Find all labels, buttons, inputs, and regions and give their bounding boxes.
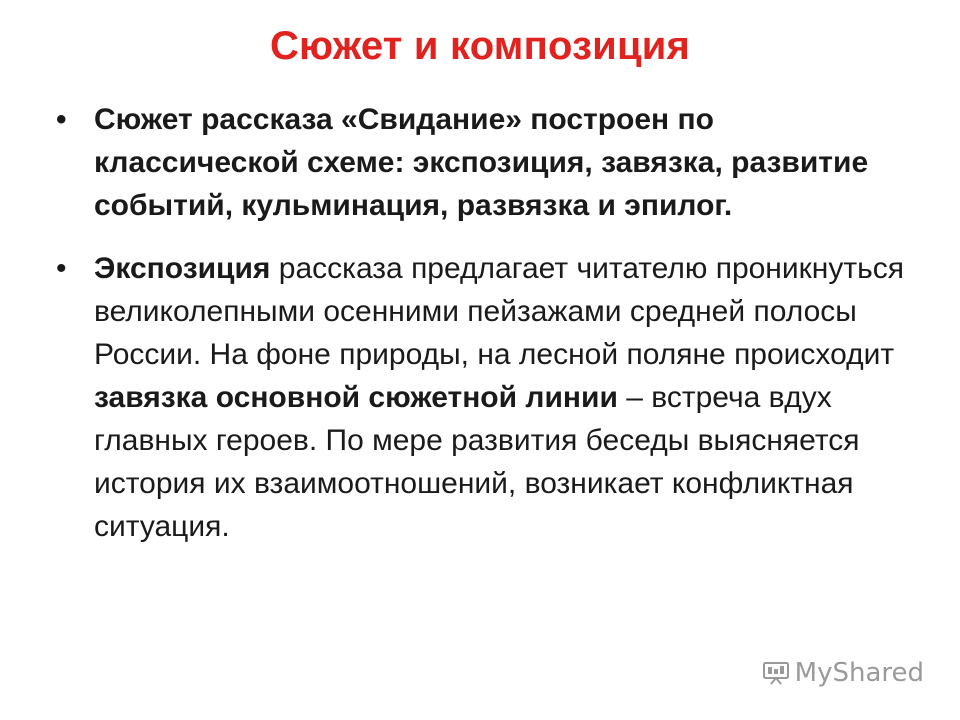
bullet-text: – встреча вдух главных героев. По мере развития беседы выясняется история их взаимоотношений, возникает конфликтная ситуация. (94, 381, 860, 543)
watermark-label: MyShared (794, 658, 924, 688)
bullet-term-plot-start: завязка основной сюжетной линии (94, 381, 618, 414)
bullet-list (56, 98, 916, 568)
bullet-text: Сюжет рассказа «Свидание» построен по классической схеме: экспозиция, завязка, развитие событий, кульминация, развязка и эпилог. (94, 103, 869, 222)
watermark (763, 658, 924, 688)
slide-title: Сюжет и композиция (269, 24, 691, 68)
presentation-icon (763, 661, 789, 685)
bullet-term-exposition: Экспозиция (94, 252, 271, 285)
bullet-item (56, 247, 916, 548)
bullet-dot-icon: • (56, 103, 67, 136)
bullet-text: рассказа предлагает читателю проникнуться великолепными осенними пейзажами средней полосы России. На фоне природы, на лесной поляне происходит (94, 252, 904, 371)
bullet-dot-icon: • (56, 252, 67, 285)
bullet-item (56, 98, 916, 227)
